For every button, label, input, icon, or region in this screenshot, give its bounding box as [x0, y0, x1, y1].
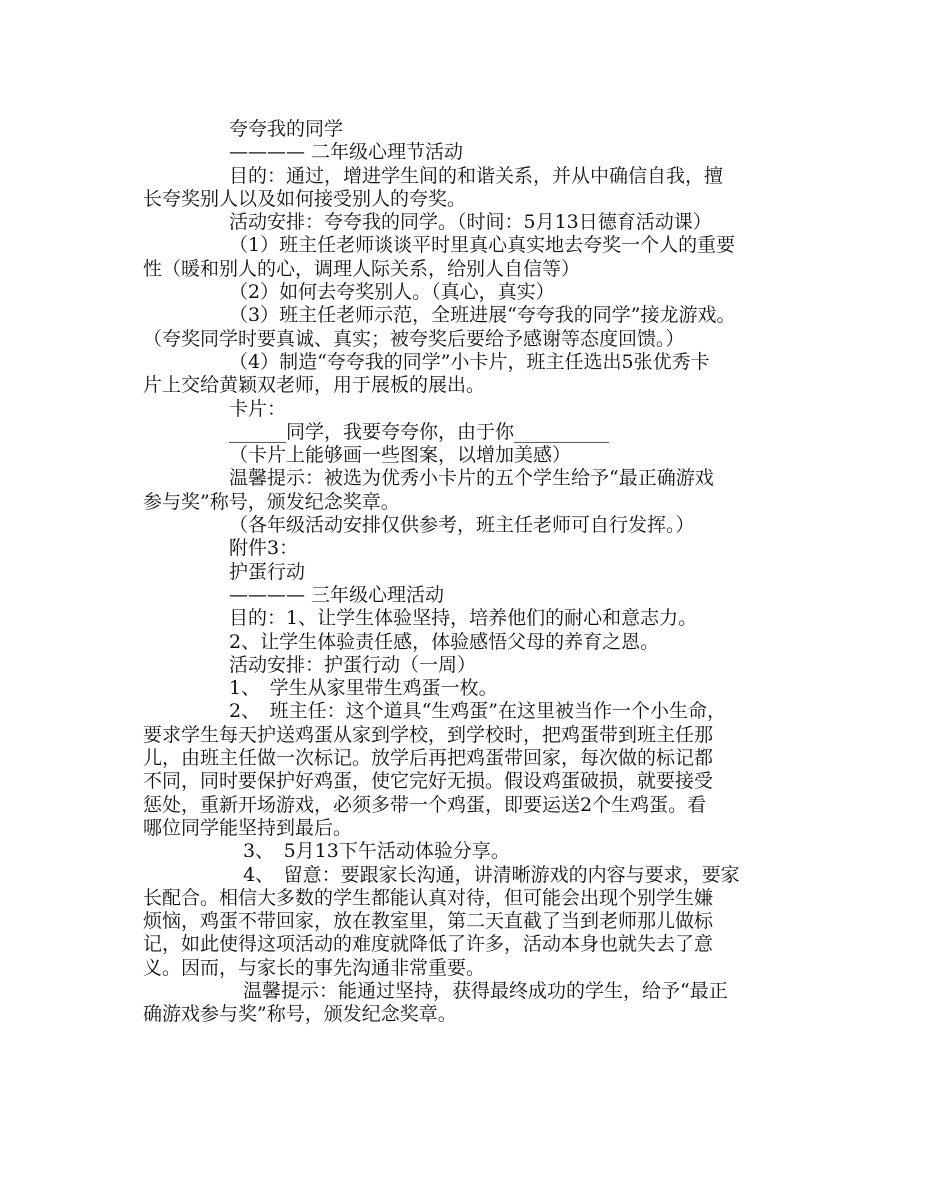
text-line: 哪位同学能坚持到最后。 — [143, 816, 353, 839]
text-line: 记，如此使得这项活动的难度就降低了许多，活动本身也就失去了意 — [143, 933, 714, 956]
document-body — [143, 118, 833, 1027]
text-line: 卡片： — [229, 397, 287, 420]
text-line: 要求学生每天护送鸡蛋从家到学校，到学校时，把鸡蛋带到班主任那 — [143, 723, 714, 746]
text-line: 活动安排：夸夸我的同学。（时间：5月13日德育活动课） — [229, 211, 712, 234]
text-line: 3、 5月13下午活动体验分享。 — [243, 840, 510, 863]
text-line: （2）如何去夸奖别人。（真心，真实） — [229, 281, 555, 304]
text-line: 4、 留意：要跟家长沟通，讲清晰游戏的内容与要求，要家 — [243, 863, 740, 886]
text-line: 温馨提示：能通过坚持，获得最终成功的学生，给予“最正 — [243, 979, 728, 1002]
text-line: ———— 二年级心理节活动 — [229, 141, 464, 164]
text-line: （夸奖同学时要真诚、真实；被夸奖后要给予感谢等态度回馈。） — [143, 327, 685, 350]
text-line: 2、让学生体验责任感，体验感悟父母的养育之恩。 — [229, 630, 660, 653]
text-line: 活动安排：护蛋行动（一周） — [229, 653, 477, 676]
text-line: ______同学，我要夸夸你，由于你__________ — [229, 420, 610, 443]
text-line: 2、 班主任：这个道具“生鸡蛋”在这里被当作一个小生命， — [229, 700, 727, 723]
text-line: （1）班主任老师谈谈平时里真心真实地去夸奖一个人的重要 — [229, 234, 736, 257]
text-line: 参与奖”称号，颁发纪念奖章。 — [143, 490, 400, 513]
text-line: 烦恼，鸡蛋不带回家，放在教室里，第二天直截了当到老师那儿做标 — [143, 910, 714, 933]
text-line: （3）班主任老师示范，全班进展“夸夸我的同学”接龙游戏。 — [229, 304, 736, 327]
text-line: 长配合。相信大多数的学生都能认真对待，但可能会出现个别学生嫌 — [143, 886, 714, 909]
text-line: 附件3： — [229, 537, 299, 560]
text-line: 义。因而，与家长的事先沟通非常重要。 — [143, 956, 486, 979]
text-line: （各年级活动安排仅供参考，班主任老师可自行发挥。） — [229, 514, 695, 537]
text-line: 目的：通过，增进学生间的和谐关系，并从中确信自我，擅 — [229, 164, 724, 187]
text-line: 惩处，重新开场游戏，必须多带一个鸡蛋，即要运送2个生鸡蛋。看 — [143, 793, 707, 816]
text-line: 儿，由班主任做一次标记。放学后再把鸡蛋带回家，每次做的标记都 — [143, 747, 714, 770]
text-line: （卡片上能够画一些图案，以增加美感） — [229, 444, 572, 467]
text-line: 护蛋行动 — [229, 560, 306, 583]
text-line: 确游戏参与奖”称号，颁发纪念奖章。 — [143, 1003, 457, 1026]
text-line: 1、 学生从家里带生鸡蛋一枚。 — [229, 677, 498, 700]
text-line: ———— 三年级心理活动 — [229, 583, 445, 606]
text-line: 长夸奖别人以及如何接受别人的夸奖。 — [143, 187, 467, 210]
text-line: 夸夸我的同学 — [229, 118, 344, 140]
text-line: 不同，同时要保护好鸡蛋，使它完好无损。假设鸡蛋破损，就要接受 — [143, 770, 714, 793]
text-line: 目的：1、让学生体验坚持，培养他们的耐心和意志力。 — [229, 607, 698, 630]
text-line: 性（暖和别人的心，调理人际关系，给别人自信等） — [143, 257, 581, 280]
text-line: 温馨提示：被选为优秀小卡片的五个学生给予“最正确游戏 — [229, 467, 714, 490]
text-line: （4）制造“夸夸我的同学”小卡片，班主任选出5张优秀卡 — [229, 350, 710, 373]
text-line: 片上交给黄颖双老师，用于展板的展出。 — [143, 374, 486, 397]
